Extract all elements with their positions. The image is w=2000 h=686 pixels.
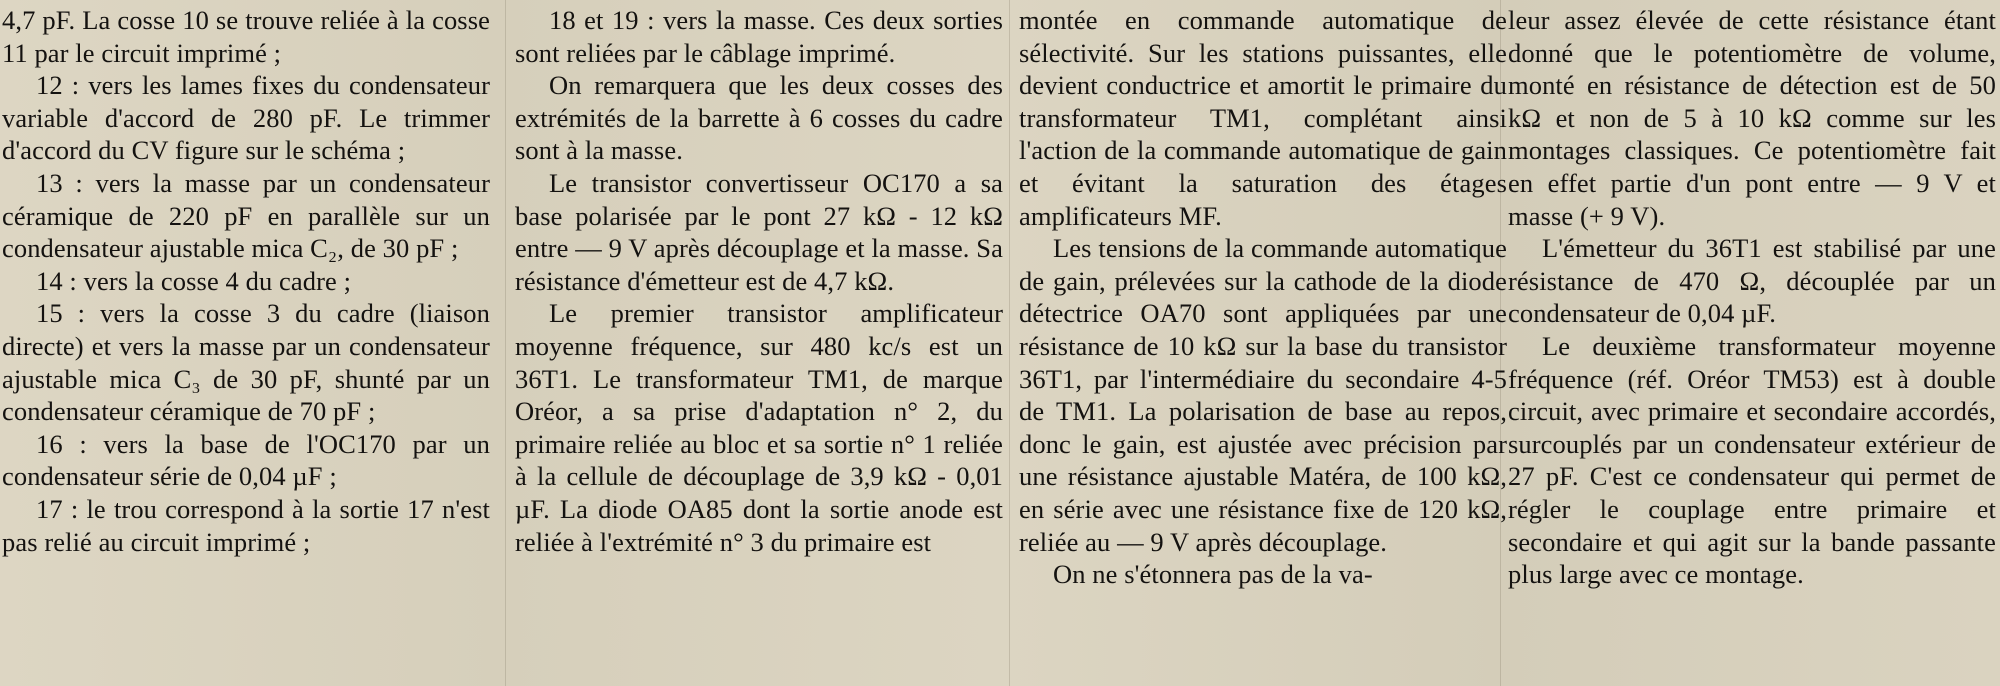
column-divider [505, 0, 506, 686]
text-column-1 [2, 4, 490, 558]
paragraph: 14 : vers la cosse 4 du cadre ; [36, 265, 352, 296]
paragraph: On remarquera que les deux cosses des extrémités de la barrette à 6 cosses du cadre sont à la masse. [515, 70, 1003, 166]
paragraph: 4,7 pF. La cosse 10 se trouve reliée à la cosse 11 par le circuit imprimé ; [2, 5, 490, 68]
paragraph: 16 : vers la base de l'OC170 par un condensateur série de 0,04 µF ; [2, 428, 490, 492]
text-column-3 [1019, 4, 1507, 591]
paragraph: 13 : vers la masse par un condensateur céramique de 220 pF en parallèle sur un condensateur ajustable mica C₂, de 30 pF ; [2, 167, 490, 264]
paragraph: montée en commande automatique de sélectivité. Sur les stations puissantes, elle devient conductrice et amortit le primaire du transformateur TM1, complétant ainsi l'action de la commande automatique de gain et évitant la saturation des étages amplificateurs MF. [1019, 5, 1507, 231]
text-column-4 [1508, 4, 1996, 591]
paragraph: 17 : le trou correspond à la sortie 17 n'est pas relié au circuit imprimé ; [2, 493, 490, 557]
paragraph: Le transistor convertisseur OC170 a sa base polarisée par le pont 27 kΩ - 12 kΩ entre — 9 V après découplage et la masse. Sa résistance d'émetteur est de 4,7 kΩ. [515, 167, 1003, 296]
text-column-2 [515, 4, 1003, 558]
paragraph: 12 : vers les lames fixes du condensateur variable d'accord de 280 pF. Le trimmer d'accord du CV figure sur le schéma ; [2, 70, 490, 166]
column-divider [1009, 0, 1010, 686]
paragraph: L'émetteur du 36T1 est stabilisé par une résistance de 470 Ω, découplée par un condensateur de 0,04 µF. [1508, 233, 1996, 329]
paragraph: 18 et 19 : vers la masse. Ces deux sorties sont reliées par le câblage imprimé. [515, 5, 1003, 68]
paragraph: Le premier transistor amplificateur moyenne fréquence, sur 480 kc/s est un 36T1. Le transformateur TM1, de marque Oréor, a sa prise d'adaptation n° 2, du primaire reliée au bloc et sa sortie n° 1 reliée à la cellule de découplage de 3,9 kΩ - 0,01 µF. La diode OA85 dont la sortie anode est reliée à l'extrémité n° 3 du primaire est [515, 298, 1003, 557]
paragraph: On ne s'étonnera pas de la va- [1053, 559, 1373, 590]
paragraph: Le deuxième transformateur moyenne fréquence (réf. Oréor TM53) est à double circuit, avec primaire et secondaire accordés, surcouplés par un condensateur extérieur de 27 pF. C'est ce condensateur qui permet de régler le couplage entre primaire et secondaire et qui agit sur la bande passante plus large avec ce montage. [1508, 330, 1996, 590]
paragraph: leur assez élevée de cette résistance étant donné que le potentiomètre de volume, monté en résistance de détection est de 50 kΩ et non de 5 à 10 kΩ comme sur les montages classiques. Ce potentiomètre fait en effet partie d'un pont entre — 9 V et masse (+ 9 V). [1508, 5, 1996, 231]
paragraph: 15 : vers la cosse 3 du cadre (liaison directe) et vers la masse par un condensateur ajustable mica C₃ de 30 pF, shunté par un condensateur céramique de 70 pF ; [2, 298, 490, 427]
paragraph: Les tensions de la commande automatique de gain, prélevées sur la cathode de la diode détectrice OA70 sont appliquées par une résistance de 10 kΩ sur la base du transistor 36T1, par l'intermédiaire du secondaire 4-5 de TM1. La polarisation de base au repos, donc le gain, est ajustée avec précision par une résistance ajustable Matéra, de 100 kΩ, en série avec une résistance fixe de 120 kΩ, reliée au — 9 V après découplage. [1019, 233, 1507, 557]
